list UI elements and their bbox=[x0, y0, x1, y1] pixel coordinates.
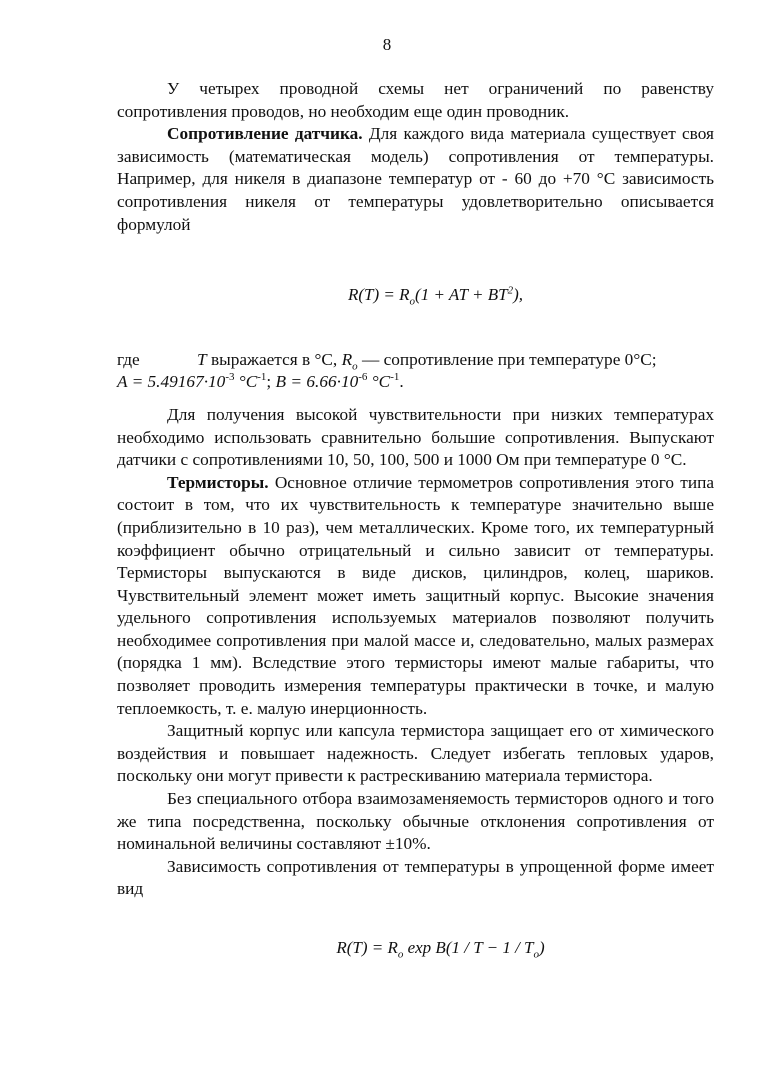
coefficients-line: $A = 5.49167\cdot 10^{-3}$ $^\circ С^{-1}$; $B = 6.66\cdot 10^{-6}$ $^\circ С^{-1}$. bbox=[117, 371, 404, 392]
text-thermistors: Основное отличие термометров сопротивления этого типа состоит в том, что их чувствительность к температуре значительно выше (приблизительно в 10 раз), чем металлических. Кроме того, их температурный коэффициент обычно отрицательный и сильно зависит от температуры. Термисторы выпускаются в виде дисков, цилиндров, колец, шариков. Чувствительный элемент может иметь защитный корпус. Высокие значения удельного сопротивления используемых материалов позволяют получить необходимее сопротивления при малой массе и, следовательно, малых размерах (порядка 1 мм). Вследствие этого термисторы имеют малые габариты, что позволяет проводить измерения температуры практически в точке, и малую теплоемкость, т. е. малую инерционность. bbox=[117, 472, 714, 718]
paragraph-protective-case: Защитный корпус или капсула термистора защищает его от химического воздействия и повышает надежность. Следует избегать тепловых ударов, поскольку они могут привести к растрескиванию материала термистора. bbox=[117, 721, 714, 786]
page-body bbox=[117, 78, 714, 960]
text-sensor-resistance: Для каждого вида материала существует своя зависимость (математическая модель) сопротивления от температуры. Например, для никеля в диапазоне температур от - 60 до +70 °С зависимость сопротивления никеля от температуры удовлетворительно описывается формулой bbox=[117, 124, 714, 234]
formula-nickel: $R(T) = R_o(1$ + AT + $BT^2$), bbox=[348, 284, 523, 308]
where-label: где bbox=[117, 349, 140, 369]
paragraph-thermistors bbox=[117, 472, 714, 721]
formula-thermistor: $R(T) = R_o$ $\exp B(1 / T - 1 / T_o)$ bbox=[336, 938, 545, 961]
paragraph-sensitivity: Для получения высокой чувствительности при низких температурах необходимо использовать сравнительно большие сопротивления. Выпускают датчики с сопротивлениями 10, 50, 100, 500 и 1000 Ом при температуре 0 °С. bbox=[117, 404, 714, 470]
heading-thermistors: Термисторы. bbox=[167, 472, 269, 492]
where-text: T выражается в °С, $R_o$ — сопротивление при температуре 0°С; bbox=[197, 349, 657, 373]
heading-sensor-resistance: Сопротивление датчика. bbox=[167, 124, 363, 144]
page-number: 8 bbox=[382, 35, 392, 54]
paragraph-four-wire: У четырех проводной схемы нет ограничений по равенству сопротивления проводов, но необходим еще один проводник. bbox=[117, 79, 714, 121]
paragraph-sensor-resistance bbox=[117, 123, 714, 236]
paragraph-interchangeability: Без специального отбора взаимозаменяемость термисторов одного и того же типа посредственна, поскольку обычные отклонения сопротивления от номинальной величины составляют ±10%. bbox=[117, 789, 714, 854]
formula-legend bbox=[117, 349, 714, 372]
paragraph-dependence: Зависимость сопротивления от температуры в упрощенной форме имеет вид bbox=[117, 856, 714, 899]
